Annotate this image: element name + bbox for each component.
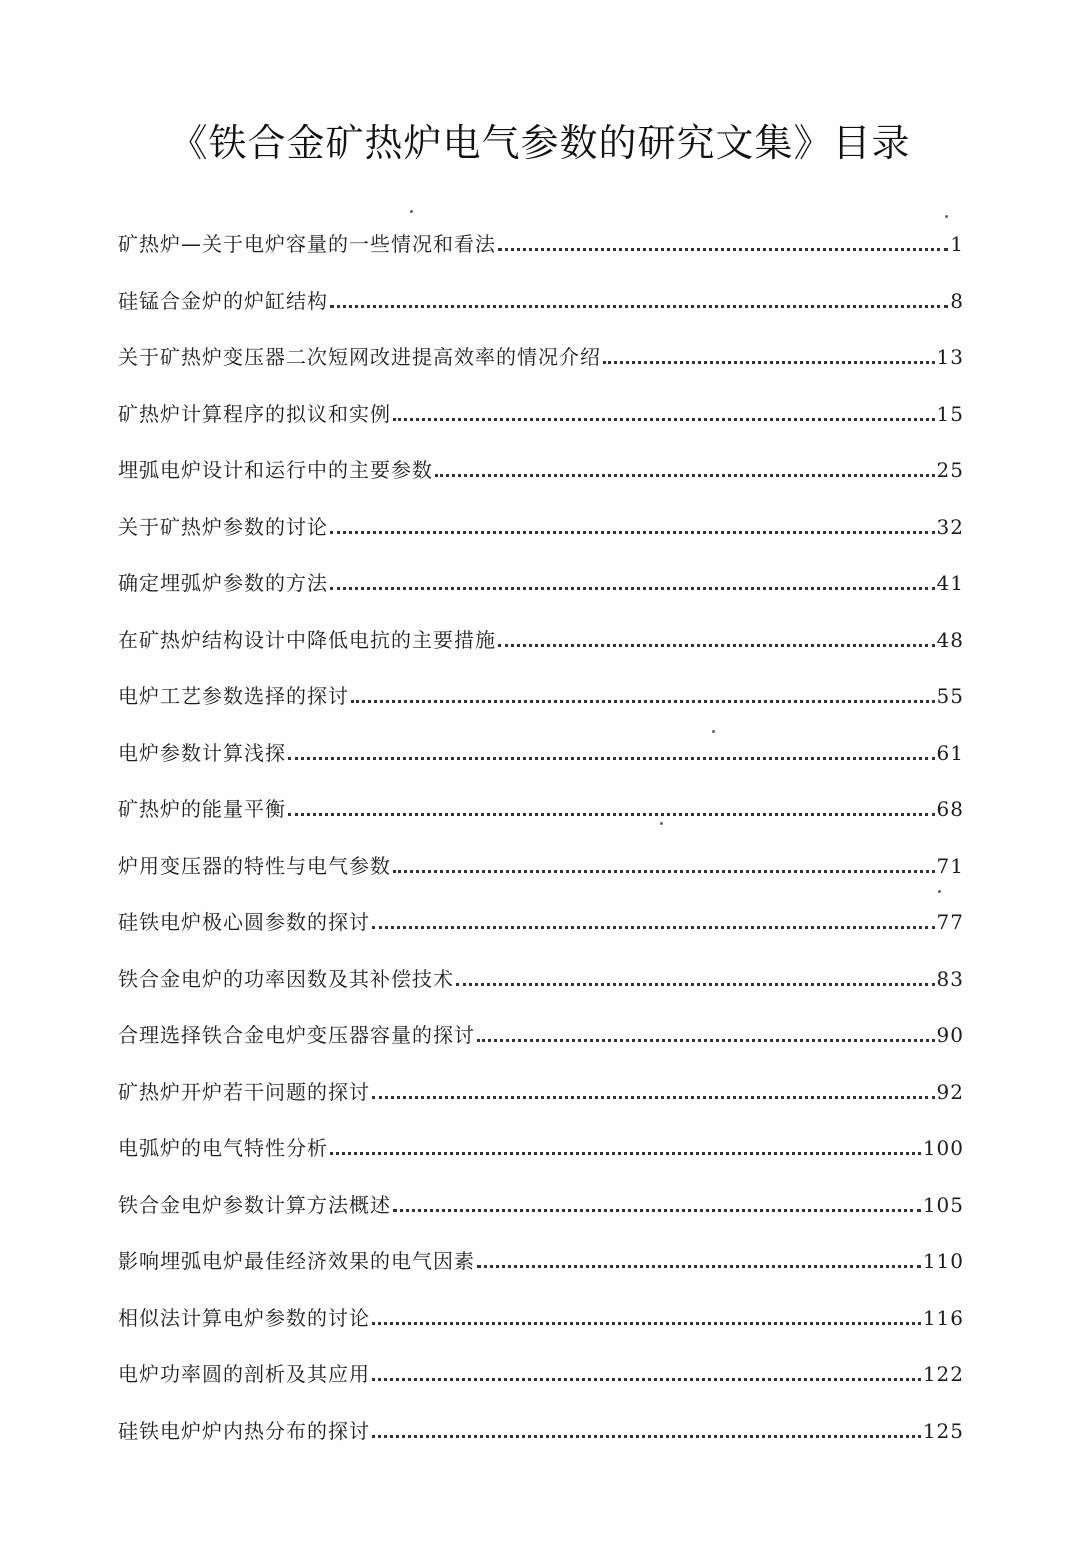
toc-entry-title: 铁合金电炉的功率因数及其补偿技术 xyxy=(118,966,454,991)
toc-entry-page-number: 105 xyxy=(922,1192,964,1217)
toc-entry xyxy=(118,567,964,624)
toc-entry-page-number: 15 xyxy=(936,401,964,426)
toc-entry-page-number: 83 xyxy=(936,966,964,991)
toc-entry xyxy=(118,963,964,1020)
toc-entry-page-number: 41 xyxy=(936,571,964,595)
toc-entry-page-number: 48 xyxy=(936,627,964,652)
toc-entry-page-number: 61 xyxy=(936,740,964,765)
toc-entry-title: 矿热炉计算程序的拟议和实例 xyxy=(118,401,391,426)
toc-entry-title: 电炉功率圆的剖析及其应用 xyxy=(118,1362,370,1386)
toc-dot-leader xyxy=(456,983,935,986)
toc-entry-title: 硅锰合金炉的炉缸结构 xyxy=(118,288,328,313)
toc-dot-leader xyxy=(330,587,935,590)
toc-entry xyxy=(118,454,964,511)
toc-entry-page-number: 110 xyxy=(922,1249,964,1273)
table-of-contents xyxy=(118,228,964,1471)
scan-speck xyxy=(938,890,941,893)
toc-entry-title: 铁合金电炉参数计算方法概述 xyxy=(118,1192,391,1217)
toc-entry-title: 矿热炉开炉若干问题的探讨 xyxy=(118,1079,370,1104)
toc-entry xyxy=(118,1019,964,1076)
toc-dot-leader xyxy=(288,757,935,760)
toc-entry-title: 电炉工艺参数选择的探讨 xyxy=(118,684,349,708)
toc-dot-leader xyxy=(603,361,935,364)
toc-entry xyxy=(118,737,964,794)
toc-entry xyxy=(118,793,964,850)
toc-dot-leader xyxy=(372,1435,921,1438)
toc-dot-leader xyxy=(498,248,948,251)
toc-entry-title: 关于矿热炉变压器二次短网改进提高效率的情况介绍 xyxy=(118,345,601,369)
toc-entry-page-number: 55 xyxy=(936,684,964,708)
toc-entry xyxy=(118,1302,964,1359)
toc-entry-title: 在矿热炉结构设计中降低电抗的主要措施 xyxy=(118,627,496,652)
toc-dot-leader xyxy=(372,926,935,929)
toc-entry-page-number: 8 xyxy=(950,288,964,313)
toc-entry-page-number: 100 xyxy=(922,1136,964,1160)
toc-entry xyxy=(118,1189,964,1246)
toc-dot-leader xyxy=(372,1322,921,1325)
toc-entry xyxy=(118,341,964,398)
toc-entry xyxy=(118,1245,964,1302)
toc-entry-page-number: 68 xyxy=(936,797,964,821)
toc-dot-leader xyxy=(372,1378,921,1381)
toc-entry-title: 硅铁电炉极心圆参数的探讨 xyxy=(118,910,370,934)
toc-entry-title: 关于矿热炉参数的讨论 xyxy=(118,514,328,539)
toc-entry xyxy=(118,1415,964,1472)
page-title: 《铁合金矿热炉电气参数的研究文集》目录 xyxy=(169,121,911,165)
toc-entry-page-number: 77 xyxy=(936,910,964,934)
toc-entry xyxy=(118,1076,964,1133)
toc-entry-title: 相似法计算电炉参数的讨论 xyxy=(118,1305,370,1330)
toc-entry xyxy=(118,850,964,907)
toc-entry xyxy=(118,906,964,963)
toc-dot-leader xyxy=(393,870,935,873)
toc-entry xyxy=(118,1132,964,1189)
toc-dot-leader xyxy=(477,1265,921,1268)
toc-entry xyxy=(118,624,964,681)
toc-dot-leader xyxy=(435,474,935,477)
toc-entry-title: 电炉参数计算浅探 xyxy=(118,740,286,765)
toc-dot-leader xyxy=(477,1039,935,1042)
toc-entry-page-number: 25 xyxy=(936,458,964,482)
toc-entry xyxy=(118,680,964,737)
toc-entry-page-number: 122 xyxy=(922,1362,964,1386)
toc-dot-leader xyxy=(372,1096,935,1099)
toc-dot-leader xyxy=(288,813,935,816)
toc-dot-leader xyxy=(498,644,935,647)
toc-entry-title: 硅铁电炉炉内热分布的探讨 xyxy=(118,1418,370,1443)
toc-entry-page-number: 116 xyxy=(922,1305,964,1330)
toc-entry xyxy=(118,1358,964,1415)
toc-entry-page-number: 32 xyxy=(936,514,964,539)
toc-dot-leader xyxy=(330,1152,921,1155)
scan-speck xyxy=(410,210,413,213)
scan-speck xyxy=(660,822,663,825)
toc-entry-title: 电弧炉的电气特性分析 xyxy=(118,1136,328,1160)
toc-entry-title: 矿热炉的能量平衡 xyxy=(118,797,286,821)
toc-entry-page-number: 90 xyxy=(936,1023,964,1047)
toc-entry-page-number: 71 xyxy=(936,853,964,878)
toc-entry xyxy=(118,511,964,568)
toc-dot-leader xyxy=(330,305,948,308)
toc-entry xyxy=(118,228,964,285)
toc-entry-title: 确定埋弧炉参数的方法 xyxy=(118,571,328,595)
toc-entry-title: 矿热炉—关于电炉容量的一些情况和看法 xyxy=(118,232,496,256)
toc-entry-title: 影响埋弧电炉最佳经济效果的电气因素 xyxy=(118,1249,475,1273)
toc-entry-page-number: 1 xyxy=(950,232,964,256)
toc-entry xyxy=(118,285,964,342)
toc-dot-leader xyxy=(351,700,935,703)
scan-speck xyxy=(712,730,715,733)
toc-entry-page-number: 13 xyxy=(936,345,964,369)
toc-entry-title: 埋弧电炉设计和运行中的主要参数 xyxy=(118,458,433,482)
scan-speck xyxy=(945,215,948,218)
toc-dot-leader xyxy=(393,1209,921,1212)
toc-entry xyxy=(118,398,964,455)
toc-entry-title: 炉用变压器的特性与电气参数 xyxy=(118,853,391,878)
toc-dot-leader xyxy=(330,531,935,534)
toc-entry-page-number: 92 xyxy=(936,1079,964,1104)
toc-entry-page-number: 125 xyxy=(922,1418,964,1443)
toc-dot-leader xyxy=(393,418,935,421)
toc-entry-title: 合理选择铁合金电炉变压器容量的探讨 xyxy=(118,1023,475,1047)
